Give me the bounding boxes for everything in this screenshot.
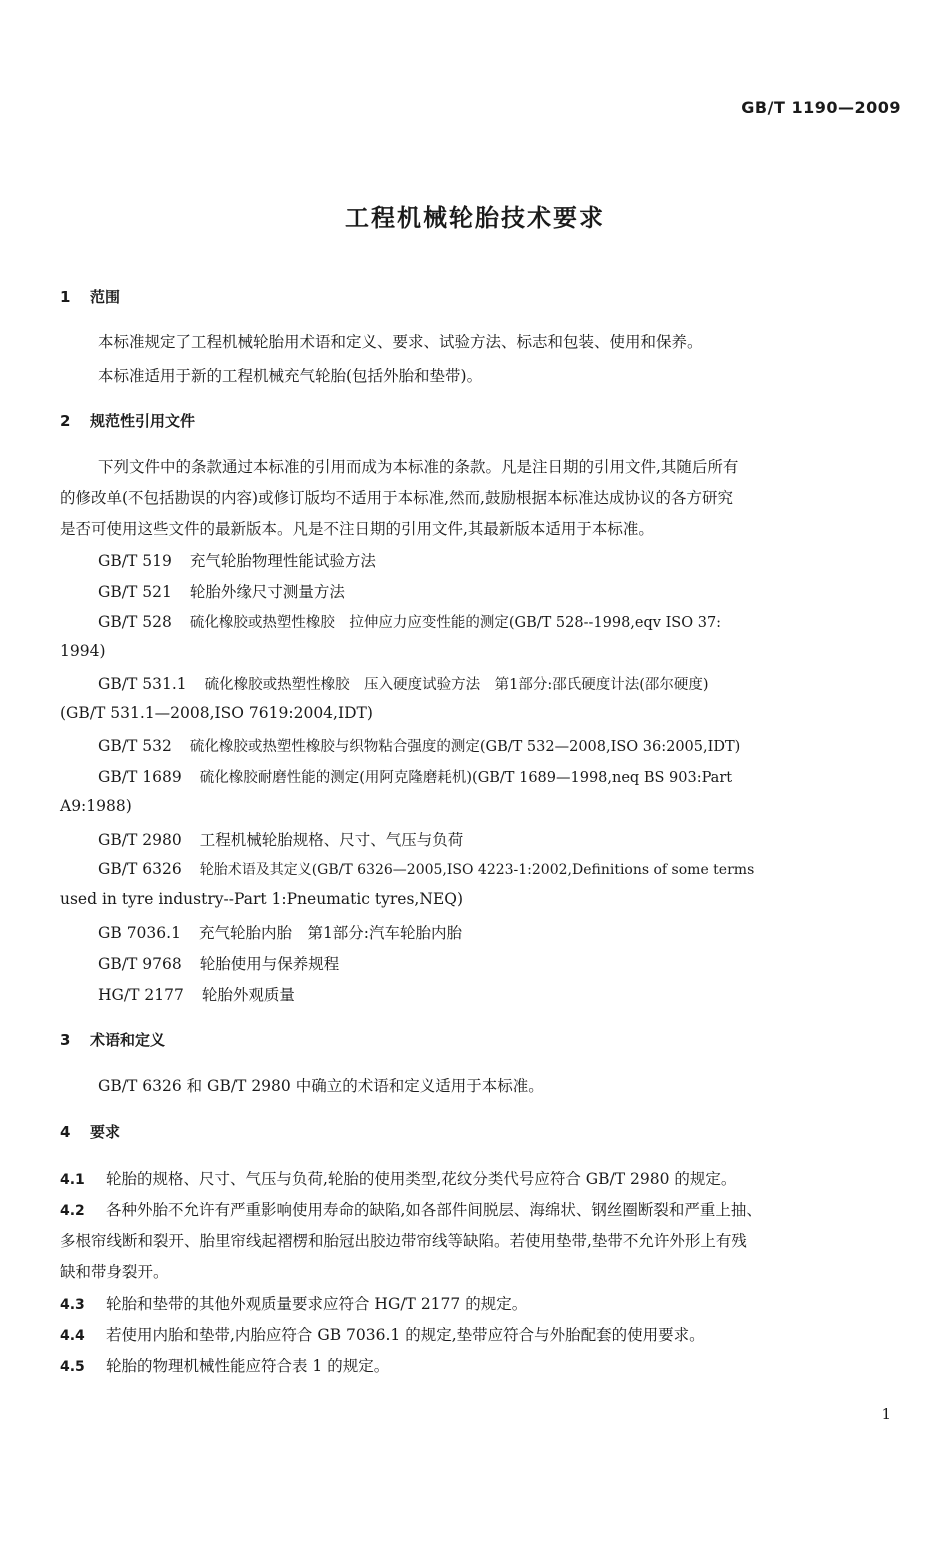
reference-item bbox=[98, 611, 721, 632]
clause-number: 4.4 bbox=[60, 1328, 85, 1344]
reference-code: GB/T 528 bbox=[98, 613, 172, 631]
reference-item bbox=[98, 673, 709, 694]
reference-code: GB 7036.1 bbox=[98, 924, 181, 942]
clause-text: 轮胎的规格、尺寸、气压与负荷,轮胎的使用类型,花纹分类代号应符合 GB/T 2980 的规定。 bbox=[106, 1170, 737, 1188]
clause-text: 轮胎的物理机械性能应符合表 1 的规定。 bbox=[106, 1357, 390, 1375]
reference-item bbox=[98, 859, 754, 879]
reference-title: 硫化橡胶或热塑性橡胶 压入硬度试验方法 第1部分:邵氏硬度计法(邵尔硬度) bbox=[204, 677, 709, 693]
normative-intro-line-2: 的修改单(不包括勘误的内容)或修订版均不适用于本标准,然而,鼓励根据本标准达成协议的各方研究 bbox=[60, 489, 733, 507]
section-title: 要求 bbox=[90, 1123, 121, 1141]
clause-4-3 bbox=[60, 1292, 527, 1314]
scope-paragraph-2: 本标准适用于新的工程机械充气轮胎(包括外胎和垫带)。 bbox=[98, 367, 483, 385]
reference-code: GB/T 1689 bbox=[98, 768, 182, 786]
clause-4-2-line-2: 多根帘线断和裂开、胎里帘线起褶楞和胎冠出胶边带帘线等缺陷。若使用垫带,垫带不允许外形上有残 bbox=[60, 1232, 747, 1250]
section-4-heading bbox=[60, 1121, 120, 1142]
reference-item bbox=[98, 828, 463, 850]
reference-title: 轮胎外缘尺寸测量方法 bbox=[189, 583, 345, 601]
section-2-heading bbox=[60, 410, 195, 431]
section-title: 规范性引用文件 bbox=[90, 412, 196, 430]
reference-item bbox=[98, 952, 339, 974]
normative-intro-line-1: 下列文件中的条款通过本标准的引用而成为本标准的条款。凡是注日期的引用文件,其随后所有 bbox=[98, 458, 739, 476]
reference-title: 工程机械轮胎规格、尺寸、气压与负荷 bbox=[199, 831, 464, 849]
reference-item bbox=[98, 580, 345, 602]
reference-title: 硫化橡胶或热塑性橡胶 拉伸应力应变性能的测定(GB/T 528--1998,eqv ISO 37: bbox=[189, 615, 722, 631]
clause-text: 各种外胎不允许有严重影响使用寿命的缺陷,如各部件间脱层、海绵状、钢丝圈断裂和严重上抽、 bbox=[106, 1201, 762, 1219]
reference-continuation: (GB/T 531.1—2008,ISO 7619:2004,IDT) bbox=[60, 704, 373, 722]
reference-item bbox=[98, 983, 295, 1005]
reference-item bbox=[98, 766, 732, 787]
section-title: 范围 bbox=[90, 288, 121, 306]
clause-text: 若使用内胎和垫带,内胎应符合 GB 7036.1 的规定,垫带应符合与外胎配套的使用要求。 bbox=[106, 1326, 705, 1344]
page-number: 1 bbox=[881, 1405, 891, 1423]
page-title: 工程机械轮胎技术要求 bbox=[345, 204, 605, 232]
reference-code: GB/T 521 bbox=[98, 583, 172, 601]
reference-item bbox=[98, 921, 462, 943]
section-number: 4 bbox=[60, 1123, 71, 1141]
section-number: 1 bbox=[60, 288, 71, 306]
reference-title: 硫化橡胶耐磨性能的测定(用阿克隆磨耗机)(GB/T 1689—1998,neq BS 903:Part bbox=[199, 770, 733, 786]
clause-number: 4.3 bbox=[60, 1297, 85, 1313]
reference-code: GB/T 2980 bbox=[98, 831, 182, 849]
clause-number: 4.5 bbox=[60, 1359, 85, 1375]
reference-item bbox=[98, 735, 740, 756]
section-1-heading bbox=[60, 286, 120, 307]
clause-text: 轮胎和垫带的其他外观质量要求应符合 HG/T 2177 的规定。 bbox=[106, 1295, 528, 1313]
reference-title: 轮胎使用与保养规程 bbox=[199, 955, 340, 973]
reference-continuation: A9:1988) bbox=[60, 797, 132, 815]
reference-title: 充气轮胎物理性能试验方法 bbox=[189, 552, 376, 570]
clause-4-4 bbox=[60, 1323, 705, 1345]
section-3-heading bbox=[60, 1029, 165, 1050]
reference-continuation: used in tyre industry--Part 1:Pneumatic tyres,NEQ) bbox=[60, 890, 463, 908]
section-title: 术语和定义 bbox=[90, 1031, 166, 1049]
reference-code: GB/T 531.1 bbox=[98, 675, 187, 693]
reference-code: GB/T 9768 bbox=[98, 955, 182, 973]
reference-continuation: 1994) bbox=[60, 642, 106, 660]
reference-code: GB/T 532 bbox=[98, 737, 172, 755]
clause-4-2 bbox=[60, 1198, 762, 1220]
reference-item bbox=[98, 549, 376, 571]
reference-title: 轮胎外观质量 bbox=[201, 986, 295, 1004]
reference-title: 轮胎术语及其定义(GB/T 6326—2005,ISO 4223-1:2002,Definitions of some terms bbox=[199, 862, 755, 878]
clause-4-2-line-3: 缺和带身裂开。 bbox=[60, 1263, 169, 1281]
reference-code: GB/T 6326 bbox=[98, 860, 182, 878]
scope-paragraph-1: 本标准规定了工程机械轮胎用术语和定义、要求、试验方法、标志和包装、使用和保养。 bbox=[98, 333, 703, 351]
reference-title: 充气轮胎内胎 第1部分:汽车轮胎内胎 bbox=[198, 924, 463, 942]
clause-4-1 bbox=[60, 1167, 736, 1189]
clause-4-5 bbox=[60, 1354, 389, 1376]
standard-code: GB/T 1190—2009 bbox=[741, 98, 901, 117]
clause-number: 4.1 bbox=[60, 1172, 85, 1188]
section-number: 3 bbox=[60, 1031, 71, 1049]
section-number: 2 bbox=[60, 412, 71, 430]
normative-intro-line-3: 是否可使用这些文件的最新版本。凡是不注日期的引用文件,其最新版本适用于本标准。 bbox=[60, 520, 654, 538]
terms-paragraph: GB/T 6326 和 GB/T 2980 中确立的术语和定义适用于本标准。 bbox=[98, 1077, 544, 1095]
reference-title: 硫化橡胶或热塑性橡胶与织物粘合强度的测定(GB/T 532—2008,ISO 36:2005,IDT) bbox=[189, 739, 741, 755]
clause-number: 4.2 bbox=[60, 1203, 85, 1219]
reference-code: GB/T 519 bbox=[98, 552, 172, 570]
reference-code: HG/T 2177 bbox=[98, 986, 184, 1004]
